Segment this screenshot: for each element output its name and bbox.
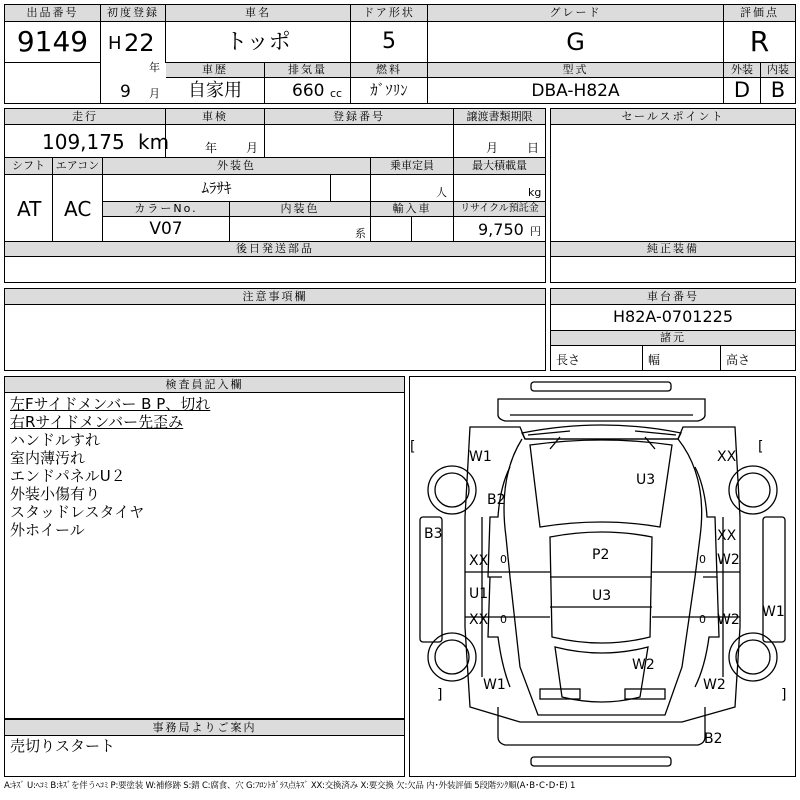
era: H xyxy=(108,33,122,54)
sales-point-label: セールスポイント xyxy=(551,109,795,125)
fuel-label: 燃料 xyxy=(351,63,427,78)
reg-label: 初度登録 xyxy=(101,5,165,22)
aircon: AC xyxy=(64,197,92,221)
displacement: 660 xyxy=(292,81,325,101)
import-label: 輸入車 xyxy=(371,202,453,217)
damage-mark: U1 xyxy=(469,586,489,602)
damage-mark: XX xyxy=(717,528,737,544)
damage-mark: XX xyxy=(717,449,737,465)
shift-label: シフト xyxy=(5,158,52,175)
grade: G xyxy=(566,28,585,56)
ext-grade: D xyxy=(733,78,751,102)
history: 自家用 xyxy=(188,80,242,101)
ext-color: ﾑﾗｻｷ xyxy=(201,179,232,197)
damage-mark: B3 xyxy=(424,526,443,542)
mileage-label: 走行 xyxy=(5,109,165,125)
door-count: 5 xyxy=(382,29,396,54)
note-line: ハンドルすれ xyxy=(10,431,101,449)
car-name: トッポ xyxy=(225,30,291,55)
grade-label: グレード xyxy=(428,5,723,22)
mileage: 109,175 xyxy=(42,130,125,154)
ext-label: 外装 xyxy=(724,63,760,78)
damage-mark: U3 xyxy=(636,472,656,488)
note-line: 左Fサイドメンバー B P、切れ xyxy=(10,395,211,413)
damage-mark: XX xyxy=(469,612,489,628)
caution-label: 注意事項欄 xyxy=(5,289,545,305)
height-label: 高さ xyxy=(726,353,751,367)
damage-mark: W2 xyxy=(717,552,740,568)
note-line: 外ホイール xyxy=(10,521,85,539)
note-line: スタッドレスタイヤ xyxy=(10,503,145,521)
note-line: エンドパネルU２ xyxy=(10,467,126,485)
damage-mark: XX xyxy=(469,553,489,569)
disp-label: 排気量 xyxy=(265,63,350,78)
dims-label: 諸元 xyxy=(551,331,795,346)
reg-month: 9 xyxy=(120,82,131,102)
regno-label: 登録番号 xyxy=(265,109,453,125)
score: R xyxy=(749,25,770,58)
score-label: 評価点 xyxy=(724,5,795,22)
damage-mark: 0 xyxy=(500,613,507,626)
load-label: 最大積載量 xyxy=(454,158,545,175)
damage-mark: W2 xyxy=(717,612,740,628)
door-label: ドア形状 xyxy=(351,5,427,22)
mileage-unit: km xyxy=(138,130,170,154)
car-diagram xyxy=(409,376,796,777)
colorno-label: カラーNo. xyxy=(103,202,229,217)
damage-mark: U3 xyxy=(592,588,612,604)
damage-mark: 0 xyxy=(500,553,507,566)
fuel: ｶﾞｿﾘﾝ xyxy=(370,81,408,99)
office-note: 売切りスタート xyxy=(10,737,116,755)
info-box xyxy=(4,108,546,242)
docs-day: 日 xyxy=(527,141,540,155)
note-line: 室内薄汚れ xyxy=(10,449,86,467)
lot-label: 出品番号 xyxy=(5,5,100,22)
damage-mark: B2 xyxy=(704,731,723,747)
shaken-month: 月 xyxy=(246,141,259,155)
intcolor-label: 内装色 xyxy=(230,202,370,217)
damage-mark: 0 xyxy=(699,553,706,566)
damage-mark: W1 xyxy=(762,604,785,620)
damage-mark: W2 xyxy=(703,677,726,693)
history-label: 車歴 xyxy=(166,63,264,78)
bracket-mark: ] xyxy=(437,687,443,703)
damage-mark: B2 xyxy=(487,492,506,508)
note-line: 右Rサイドメンバー先歪み xyxy=(10,413,184,431)
int-grade: B xyxy=(770,78,786,102)
recycle-amount: 9,750 xyxy=(478,220,524,239)
color-number: V07 xyxy=(149,219,183,239)
year-unit: 年 xyxy=(149,61,160,74)
model-code: DBA-H82A xyxy=(531,81,620,101)
bracket-mark: [ xyxy=(758,439,764,455)
seats-unit: 人 xyxy=(436,186,447,199)
recycle-unit: 円 xyxy=(530,225,541,238)
shift: AT xyxy=(17,197,42,221)
damage-mark: W1 xyxy=(469,449,492,465)
reg-year: 22 xyxy=(124,29,155,57)
later-parts-label: 後日発送部品 xyxy=(5,242,545,257)
aircon-label: エアコン xyxy=(53,158,102,175)
note-line: 外装小傷有り xyxy=(10,485,101,503)
legend: A:ｷｽﾞ U:ﾍｺﾐ B:ｷｽﾞを伴うﾍｺﾐ P:要塗装 W:補修跡 S:錆 C:腐食、穴 G:ﾌﾛﾝﾄｶﾞﾗｽ点ｷｽﾞ XX:交換済み X:要交換 欠:欠品 内･外装評価 5段階ﾗﾝｸ順(A･B･C･D･E) 1 xyxy=(4,781,576,791)
month-unit: 月 xyxy=(149,87,160,100)
sales-point-box xyxy=(550,108,796,242)
chassis-number: H82A-0701225 xyxy=(612,307,733,326)
shaken-label: 車検 xyxy=(166,109,264,125)
recycle-label: リサイクル預託金 xyxy=(454,202,545,217)
load-unit: kg xyxy=(528,186,542,199)
docs-label: 譲渡書類期限 xyxy=(454,109,545,125)
inspector-label: 検査員記入欄 xyxy=(5,377,404,393)
width-label: 幅 xyxy=(648,353,661,367)
bracket-mark: ] xyxy=(781,687,787,703)
chassis-label: 車台番号 xyxy=(551,289,795,305)
damage-mark: W1 xyxy=(483,677,506,693)
int-label: 内装 xyxy=(761,63,795,78)
bracket-mark: [ xyxy=(410,439,416,455)
seats-label: 乗車定員 xyxy=(371,158,453,175)
shaken-year: 年 xyxy=(205,141,218,155)
length-label: 長さ xyxy=(556,353,581,367)
genuine-label: 純正装備 xyxy=(551,242,795,257)
disp-unit: cc xyxy=(330,87,343,100)
docs-month: 月 xyxy=(486,141,499,155)
office-label: 事務局よりご案内 xyxy=(5,720,404,736)
lot-number: 9149 xyxy=(16,25,89,58)
intcolor-unit: 系 xyxy=(355,227,366,240)
color-label: 外装色 xyxy=(103,158,370,175)
damage-mark: W2 xyxy=(632,657,655,673)
name-label: 車名 xyxy=(166,5,350,22)
model-label: 型式 xyxy=(428,63,723,78)
damage-mark: P2 xyxy=(592,547,610,563)
damage-mark: 0 xyxy=(699,613,706,626)
